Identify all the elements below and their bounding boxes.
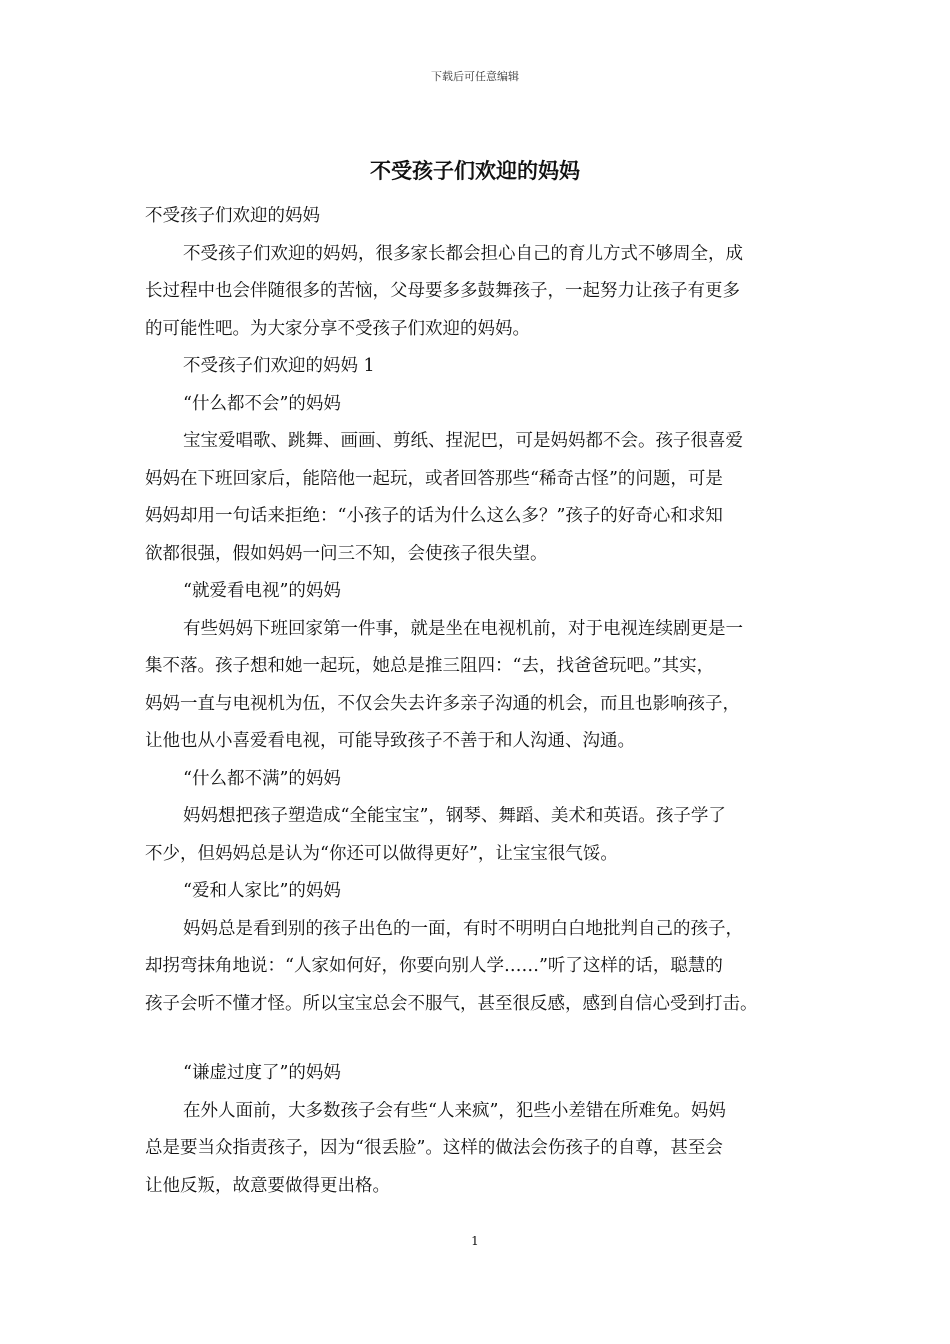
paragraph-line: 不受孩子们欢迎的妈妈，很多家长都会担心自己的育儿方式不够周全，成 bbox=[183, 243, 743, 264]
document-title: 不受孩子们欢迎的妈妈 bbox=[370, 158, 580, 183]
paragraph-line: 让他反叛，故意要做得更出格。 bbox=[145, 1175, 390, 1196]
paragraph-line: 妈妈想把孩子塑造成“全能宝宝”，钢琴、舞蹈、美术和英语。孩子学了 bbox=[183, 806, 726, 826]
paragraph-line: 不少，但妈妈总是认为“你还可以做得更好”，让宝宝很气馁。 bbox=[145, 843, 618, 864]
paragraph-line: 孩子会听不懂才怪。所以宝宝总会不服气，甚至很反感，感到自信心受到打击。 bbox=[145, 993, 758, 1014]
paragraph-line: 集不落。孩子想和她一起玩，她总是推三阻四：“去，找爸爸玩吧。”其实， bbox=[145, 656, 715, 676]
paragraph-line: 却拐弯抹角地说：“人家如何好，你要向别人学……”听了这样的话，聪慧的 bbox=[145, 956, 723, 976]
paragraph-line: 总是要当众指责孩子，因为“很丢脸”。这样的做法会伤孩子的自尊，甚至会 bbox=[145, 1138, 723, 1158]
paragraph-gap bbox=[145, 1023, 813, 1055]
paragraph-line: 妈妈一直与电视机为伍，不仅会失去许多亲子沟通的机会，而且也影响孩子， bbox=[145, 693, 740, 714]
document-body bbox=[145, 198, 813, 1205]
paragraph-line: 妈妈在下班回家后，能陪他一起玩，或者回答那些“稀奇古怪”的问题，可是 bbox=[145, 468, 723, 489]
section-heading: “就爱看电视”的妈妈 bbox=[183, 581, 341, 601]
paragraph-line: 有些妈妈下班回家第一件事，就是坐在电视机前，对于电视连续剧更是一 bbox=[183, 618, 743, 639]
subtitle-line: 不受孩子们欢迎的妈妈 bbox=[145, 206, 320, 226]
section-heading: 不受孩子们欢迎的妈妈 1 bbox=[183, 356, 375, 376]
paragraph-line: 长过程中也会伴随很多的苦恼，父母要多多鼓舞孩子，一起努力让孩子有更多 bbox=[145, 281, 740, 301]
paragraph-line: 在外人面前，大多数孩子会有些“人来疯”，犯些小差错在所难免。妈妈 bbox=[183, 1100, 726, 1121]
paragraph-line: 让他也从小喜爱看电视，可能导致孩子不善于和人沟通、沟通。 bbox=[145, 731, 635, 751]
paragraph-line: 妈妈总是看到别的孩子出色的一面，有时不明明白白地批判自己的孩子， bbox=[183, 918, 743, 939]
paragraph-line: 妈妈却用一句话来拒绝：“小孩子的话为什么这么多？”孩子的好奇心和求知 bbox=[145, 506, 723, 526]
page-number: 1 bbox=[471, 1234, 479, 1248]
section-heading: “什么都不会”的妈妈 bbox=[183, 393, 341, 414]
section-heading: “谦虚过度了”的妈妈 bbox=[183, 1063, 341, 1083]
paragraph-line: 欲都很强，假如妈妈一问三不知，会使孩子很失望。 bbox=[145, 543, 548, 564]
paragraph-line: 宝宝爱唱歌、跳舞、画画、剪纸、捏泥巴，可是妈妈都不会。孩子很喜爱 bbox=[183, 431, 743, 451]
header-note: 下载后可任意编辑 bbox=[431, 70, 519, 83]
paragraph-line: 的可能性吧。为大家分享不受孩子们欢迎的妈妈。 bbox=[145, 318, 530, 339]
section-heading: “爱和人家比”的妈妈 bbox=[183, 881, 341, 901]
section-heading: “什么都不满”的妈妈 bbox=[183, 768, 341, 789]
